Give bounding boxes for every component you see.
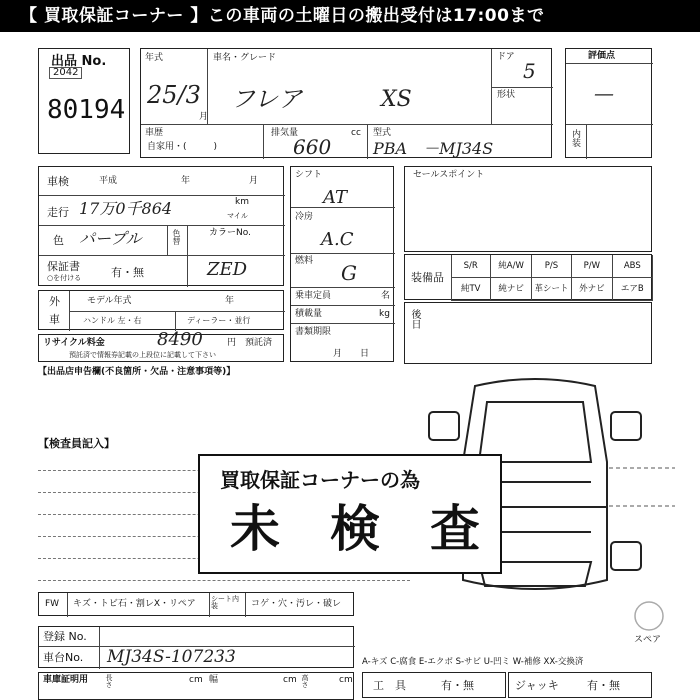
dealer-label: ディーラー・並行	[187, 316, 251, 325]
grade-value: XS	[381, 87, 412, 112]
lot-sub-label: 2042	[49, 67, 82, 79]
equipment-item: 純TV	[451, 278, 491, 301]
import-box	[38, 290, 284, 330]
stamp-line-1: 買取保証コーナーの為	[220, 468, 420, 492]
warranty-sub: ○を付ける	[47, 274, 82, 282]
ac-value: A.C	[321, 229, 354, 250]
equipment-item: 純A/W	[491, 255, 531, 278]
width-label: 幅	[209, 675, 219, 685]
equipment-item: エアB	[613, 278, 653, 301]
year-unit: 月	[199, 112, 209, 122]
jack-label: ジャッキ	[515, 679, 559, 692]
model-value: PBA －MJ34S	[373, 139, 494, 158]
fuel-label: 燃料	[295, 256, 314, 266]
handle-label: ハンドル 左・右	[83, 316, 142, 325]
model-label: 型式	[373, 128, 392, 138]
year-value: 25/3	[147, 81, 201, 109]
shaken-label: 車検	[47, 175, 69, 188]
registration-label: 登録 No.	[43, 630, 87, 643]
header-banner: 【 買取保証コーナー 】この車両の土曜日の搬出受付は17:00まで	[0, 0, 700, 32]
stamp-line-2: 未 検 査	[230, 500, 480, 558]
certificate-label: 車庫証明用	[43, 675, 89, 685]
load-label: 積載量	[295, 309, 323, 319]
equipment-item: P/W	[572, 255, 612, 278]
capacity-label: 乗車定員	[295, 291, 332, 301]
import-side-2: 車	[49, 313, 60, 326]
stamp-box	[198, 454, 502, 574]
door-value: 5	[523, 59, 536, 83]
fw-label: FW	[45, 599, 60, 609]
width-unit: cm	[283, 675, 297, 685]
capacity-unit: 名	[381, 291, 391, 301]
docs-label: 書類期限	[295, 327, 332, 337]
equipment-item: S/R	[451, 255, 491, 278]
jack-box	[508, 672, 652, 698]
sales-point-box	[404, 166, 652, 252]
equipment-box	[404, 254, 652, 300]
equipment-item: P/S	[532, 255, 572, 278]
category-label: 車歴	[145, 128, 164, 138]
year-label: 年式	[145, 53, 164, 63]
name-label: 車名・グレード	[213, 53, 277, 63]
recycle-note: 預託済で情報券記載の上段位に記載して下さい	[69, 351, 216, 359]
displacement-label: 排気量	[271, 128, 299, 138]
color-label: 色	[53, 234, 64, 247]
inspector-header: 【検査員記入】	[38, 437, 115, 450]
category-value: 自家用・( )	[147, 142, 218, 152]
color-change-label: 色替	[172, 229, 181, 245]
equipment-item: 純ナビ	[491, 278, 531, 301]
score-label: 評価点	[588, 51, 616, 61]
displacement-unit: cc	[351, 128, 361, 138]
shift-value: AT	[323, 187, 348, 208]
score-value: —	[594, 81, 614, 105]
equipment-item: 外ナビ	[572, 278, 612, 301]
spare-label: スペア	[634, 635, 662, 645]
shape-label: 形状	[497, 90, 516, 100]
recycle-deposit: 預託済	[245, 338, 273, 348]
spare-tire-icon	[635, 602, 663, 630]
length-unit: cm	[189, 675, 203, 685]
name-value: フレア	[231, 85, 303, 113]
fw-items-2: コゲ・穴・汚レ・破レ	[251, 599, 342, 609]
equipment-item: ABS	[613, 255, 653, 278]
fw-seat-label: シート内装	[211, 595, 239, 610]
interior-label: 内装	[570, 129, 580, 147]
mileage-unit-mile: マイル	[227, 212, 248, 220]
recycle-unit: 円	[227, 338, 237, 348]
fuel-value: G	[341, 261, 357, 285]
lot-number-box	[38, 48, 130, 154]
score-box	[565, 48, 652, 158]
registration-box	[38, 626, 354, 668]
length-label: 長さ	[105, 674, 113, 688]
equipment-grid	[451, 255, 653, 301]
fw-row	[38, 592, 354, 616]
mileage-value: 17万0千864	[79, 199, 173, 218]
shift-label: シフト	[295, 170, 323, 180]
warranty-label: 保証書	[47, 260, 80, 273]
shaken-year-unit: 年	[181, 176, 191, 186]
ac-label: 冷房	[295, 212, 314, 222]
shaken-era: 平成	[99, 176, 118, 186]
fw-items-1: キズ・トビ石・割レX・リペア	[73, 599, 196, 609]
docs-unit: 月 日	[333, 349, 370, 359]
shaken-month-unit: 月	[249, 176, 259, 186]
jack-value: 有・無	[587, 679, 620, 692]
sales-point-label: セールスポイント	[413, 170, 485, 180]
notes-header: 【出品店申告欄(不良箇所・欠品・注意事項等)】	[38, 367, 236, 377]
recycle-box	[38, 329, 284, 362]
mileage-unit-km: km	[235, 197, 249, 207]
equipment-label: 装備品	[411, 271, 444, 284]
rear-label: 後日	[409, 309, 420, 329]
damage-legend: A-キズ C-腐食 E-エクボ S-サビ U-凹ミ W-補修 XX-交換済	[362, 657, 584, 667]
model-year-unit: 年	[225, 296, 235, 306]
tools-label: 工 具	[373, 679, 406, 692]
door-label: ドア	[497, 52, 515, 62]
displacement-value: 660	[293, 135, 332, 159]
equipment-item: 革シート	[532, 278, 572, 301]
load-unit: kg	[379, 309, 390, 319]
inspection-box	[38, 166, 284, 286]
color-no-label: カラーNo.	[209, 228, 251, 238]
chassis-value: MJ34S-107233	[107, 647, 236, 667]
lot-number: 80194	[47, 95, 126, 125]
vehicle-info-box	[140, 48, 552, 158]
import-side-1: 外	[49, 295, 60, 308]
color-no-value: ZED	[207, 259, 248, 280]
tools-value: 有・無	[441, 679, 474, 692]
spec-box	[290, 166, 394, 362]
recycle-label: リサイクル料金	[43, 338, 105, 348]
mileage-label: 走行	[47, 206, 69, 219]
certificate-box	[38, 672, 354, 700]
tools-box	[362, 672, 506, 698]
rear-box	[404, 302, 652, 364]
height-label: 高さ	[301, 674, 309, 688]
chassis-label: 車台No.	[43, 651, 84, 664]
recycle-value: 8490	[157, 329, 203, 350]
height-unit: cm	[339, 675, 353, 685]
color-value: パープル	[79, 229, 142, 248]
lot-label: 出品 No.	[51, 54, 107, 69]
warranty-value: 有・無	[111, 266, 144, 279]
model-year-label: モデル年式	[87, 296, 132, 306]
